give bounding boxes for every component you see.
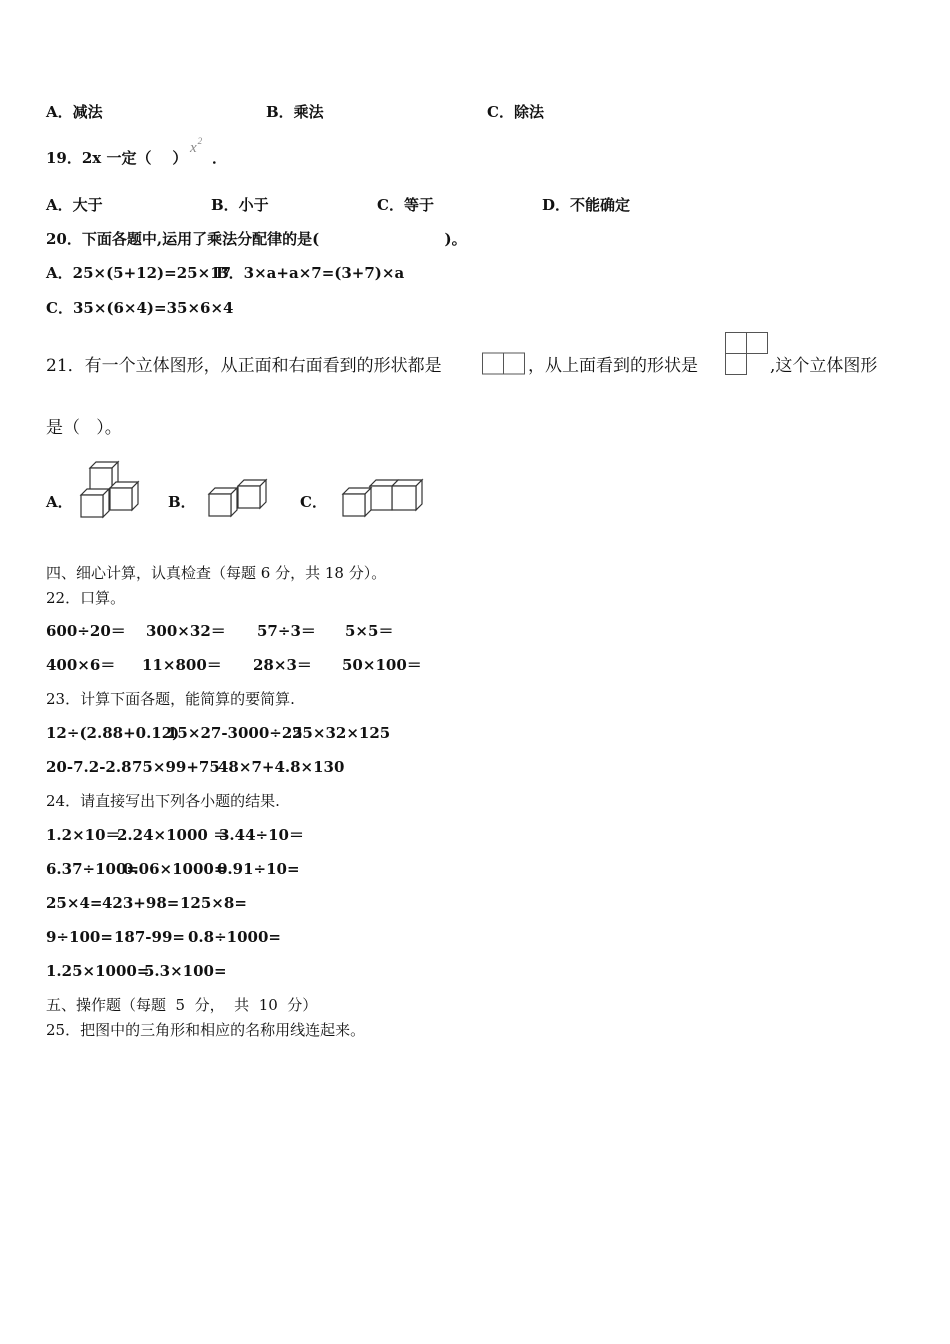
q22-item: 300×32＝: [146, 622, 226, 640]
q22-item: 50×100＝: [342, 656, 422, 674]
q19-stem: 19．2x 一定（ ）: [46, 149, 188, 167]
q24-item: 1.25×1000=: [46, 962, 150, 980]
q21-top-view-figure: [725, 332, 769, 376]
q21-option-a-figure[interactable]: [78, 460, 142, 518]
q24-item: 0.8÷1000=: [188, 928, 281, 946]
q24-item: 0.91÷10=: [217, 860, 300, 878]
q24-item: 187-99=: [114, 928, 185, 946]
q22-item: 400×6＝: [46, 656, 116, 674]
q22-item: 5×5＝: [345, 622, 394, 640]
q20-option-a[interactable]: A．25×(5+12)=25×17: [46, 264, 232, 282]
q24-item: 25×4=: [46, 894, 103, 912]
q24-item: 423+98=: [102, 894, 180, 912]
q18-option-c[interactable]: C．除法: [487, 103, 544, 121]
q24-item: 3.44÷10＝: [219, 826, 304, 844]
q18-option-a[interactable]: A．减法: [46, 103, 103, 121]
q21-option-b[interactable]: B．: [168, 493, 196, 511]
q19-option-c[interactable]: C．等于: [377, 196, 434, 214]
q22-item: 600÷20＝: [46, 622, 126, 640]
q22-title: 22．口算。: [46, 589, 126, 607]
q24-title: 24．请直接写出下列各小题的结果.: [46, 792, 280, 810]
q19-formula-exp: 2: [197, 136, 203, 146]
q21-front-view-figure: [482, 352, 526, 376]
q22-item: 57÷3＝: [257, 622, 316, 640]
q23-item: 15×27-3000÷25: [167, 724, 303, 742]
q20-option-b[interactable]: B．3×a+a×7=(3+7)×a: [216, 264, 405, 282]
q24-item: 6.37÷100=: [46, 860, 139, 878]
q21-part2: ，从上面看到的形状是: [528, 356, 698, 376]
q21-option-c-figure[interactable]: [340, 478, 426, 520]
q19-option-d[interactable]: D．不能确定: [542, 196, 631, 214]
q21-part1: 21．有一个立体图形，从正面和右面看到的形状都是: [46, 356, 442, 376]
q24-item: 125×8=: [180, 894, 247, 912]
q21-part3: ,这个立体图形: [770, 356, 878, 376]
q25-title: 25．把图中的三角形和相应的名称用线连起来。: [46, 1021, 366, 1039]
q22-item: 28×3＝: [253, 656, 312, 674]
section5-title: 五、操作题（每题 5 分， 共 10 分）: [46, 996, 318, 1014]
q23-item: 25×32×125: [292, 724, 391, 742]
q24-item: 0.06×1000=: [123, 860, 227, 878]
q23-item: 12÷(2.88+0.12): [46, 724, 180, 742]
section4-title: 四、细心计算，认真检查（每题 6 分，共 18 分）。: [46, 564, 387, 582]
q24-item: 9÷100=: [46, 928, 113, 946]
q19-option-b[interactable]: B．小于: [211, 196, 269, 214]
q20-stem: 20．下面各题中,运用了乘法分配律的是( )。: [46, 230, 467, 248]
q24-item: 2.24×1000 ＝: [117, 826, 229, 844]
q21-option-b-figure[interactable]: [206, 478, 272, 518]
q19-formula-var: x: [190, 140, 197, 156]
q23-item: 75×99+75: [132, 758, 220, 776]
q23-item: 48×7+4.8×130: [218, 758, 345, 776]
q23-title: 23．计算下面各题，能简算的要简算.: [46, 690, 295, 708]
q21-option-c[interactable]: C．: [300, 493, 327, 511]
q21-part4: 是（ ）。: [46, 418, 122, 438]
q22-item: 11×800＝: [142, 656, 222, 674]
q20-option-c[interactable]: C．35×(6×4)=35×6×4: [46, 299, 234, 317]
q24-item: 5.3×100=: [144, 962, 227, 980]
q21-option-a[interactable]: A．: [46, 493, 73, 511]
q24-item: 1.2×10＝: [46, 826, 121, 844]
q23-item: 20-7.2-2.8: [46, 758, 132, 776]
q18-option-b[interactable]: B．乘法: [266, 103, 324, 121]
q19-formula: [190, 136, 203, 157]
q19-stem-end: ．: [212, 149, 228, 167]
q19-option-a[interactable]: A．大于: [46, 196, 103, 214]
